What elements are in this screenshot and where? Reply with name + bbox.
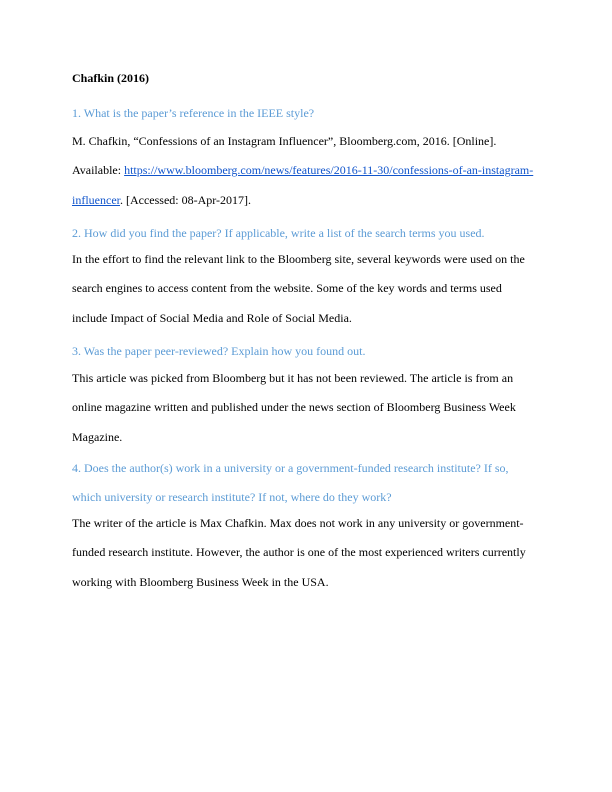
answer-2: In the effort to find the relevant link to the Bloomberg site, several keywords were used on the search engines to access content from the website. Some of the key words and terms used include Impact of Social Media and Role of Social Media. <box>72 252 525 325</box>
question-3: 3. Was the paper peer-reviewed? Explain how you found out. <box>72 344 366 358</box>
question-2: 2. How did you find the paper? If applicable, write a list of the search terms you used. <box>72 226 485 240</box>
answer-1 <box>72 127 540 215</box>
bloomberg-article-link[interactable]: https://www.bloomberg.com/news/features/2016-11-30/confessions-of-an-instagram-influencer <box>72 163 534 207</box>
answer-4: The writer of the article is Max Chafkin. Max does not work in any university or government-funded research institute. However, the author is one of the most experienced writers currently working with Bloomberg Business Week in the USA. <box>72 516 526 589</box>
question-4: 4. Does the author(s) work in a university or a government-funded research institute? If so, which university or research institute? If not, where do they work? <box>72 461 509 504</box>
answer-3: This article was picked from Bloomberg but it has not been reviewed. The article is from an online magazine written and published under the news section of Bloomberg Business Week Magazine. <box>72 371 516 444</box>
document-title: Chafkin (2016) <box>72 71 150 85</box>
answer-1-reference-text: M. Chafkin, “Confessions of an Instagram Influencer”, Bloomberg.com, 2016. [Online]. Available: <box>72 134 497 178</box>
question-1: 1. What is the paper’s reference in the IEEE style? <box>72 106 315 120</box>
answer-1-accessed-text: . [Accessed: 08-Apr-2017]. <box>119 192 252 207</box>
